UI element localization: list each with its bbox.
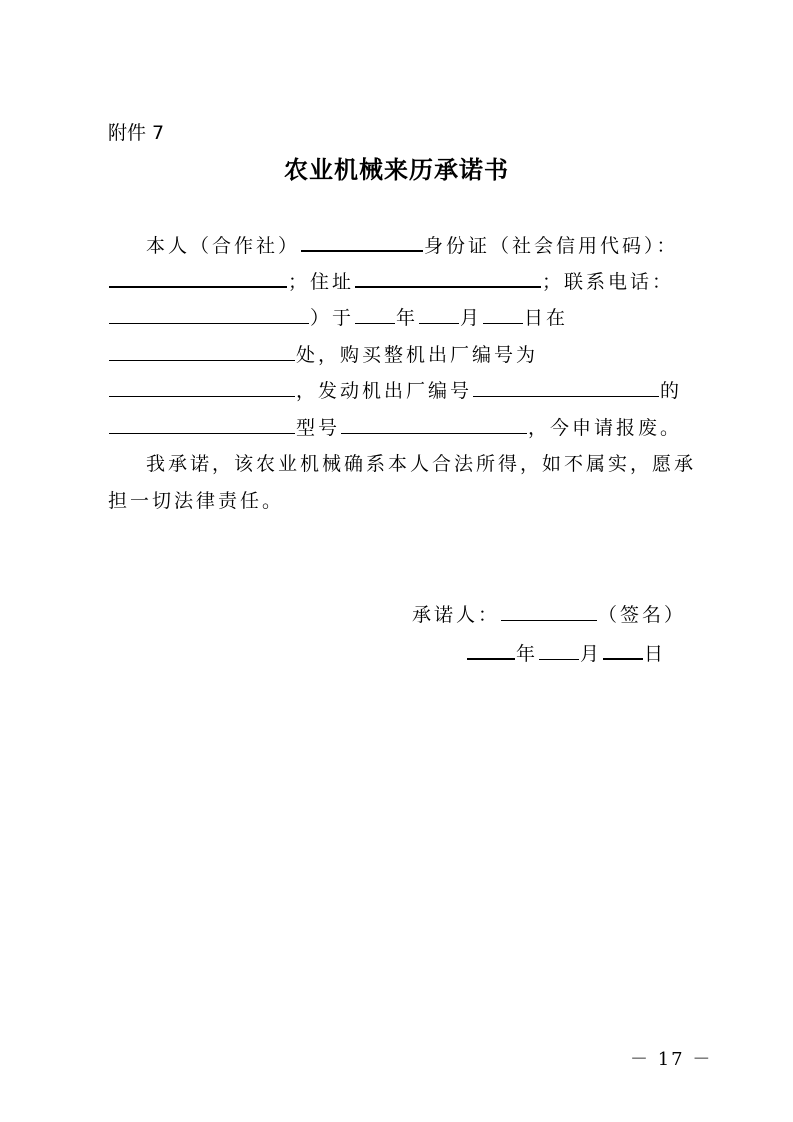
page-number: － 17 －: [630, 1049, 713, 1070]
body-line-3: [108, 305, 568, 330]
document-title: 农业机械来历承诺书: [284, 155, 509, 184]
promise-line-1: 我承诺，该农业机械确系本人合法所得，如不属实，愿承: [146, 453, 697, 475]
brand-field[interactable]: [109, 415, 295, 434]
of-label: 的: [660, 380, 683, 402]
sign-month-label: 月: [580, 643, 603, 665]
purchase-day-field[interactable]: [483, 305, 523, 324]
signature-date-line: [466, 640, 666, 666]
signer-label: 承诺人：: [412, 604, 501, 626]
id-number-field[interactable]: [109, 268, 287, 288]
model-field[interactable]: [341, 415, 527, 434]
applicant-label: 本人（合作社）: [146, 235, 301, 257]
sign-note: （签名）: [598, 604, 687, 626]
machine-serial-label: 处，购买整机出厂编号为: [296, 344, 539, 366]
applicant-name-field[interactable]: [301, 232, 423, 252]
purchase-date-label: ）于: [310, 307, 355, 329]
machine-serial-field[interactable]: [109, 378, 295, 397]
promise-line-2: 担一切法律责任。: [108, 490, 285, 512]
phone-label: ；联系电话：: [542, 271, 675, 293]
signature-field[interactable]: [501, 602, 597, 621]
month-label: 月: [460, 307, 483, 329]
purchase-year-field[interactable]: [355, 305, 395, 324]
sign-year-field[interactable]: [467, 640, 515, 660]
engine-serial-field[interactable]: [473, 378, 659, 397]
body-line-2: [108, 268, 674, 294]
body-line-5: [108, 378, 682, 403]
signature-line: [412, 602, 686, 627]
id-label: 身份证（社会信用代码）：: [424, 235, 679, 257]
phone-field[interactable]: [109, 305, 309, 324]
attachment-label: 附件 7: [108, 122, 165, 144]
purchase-month-field[interactable]: [419, 305, 459, 324]
body-line-4: [108, 342, 538, 367]
day-at-label: 日在: [524, 307, 569, 329]
address-field[interactable]: [355, 268, 541, 288]
body-line-6: [108, 415, 682, 440]
sign-year-label: 年: [516, 643, 539, 665]
sign-day-field[interactable]: [603, 640, 643, 660]
year-label: 年: [396, 307, 419, 329]
model-label: 型号: [296, 417, 341, 439]
scrap-request-text: ，今申请报废。: [528, 417, 683, 439]
body-line-1: [146, 232, 679, 258]
sign-day-label: 日: [644, 643, 667, 665]
purchase-place-field[interactable]: [109, 342, 295, 361]
engine-serial-label: ，发动机出厂编号: [296, 380, 473, 402]
address-label: ；住址: [288, 271, 355, 293]
sign-month-field[interactable]: [539, 641, 579, 660]
